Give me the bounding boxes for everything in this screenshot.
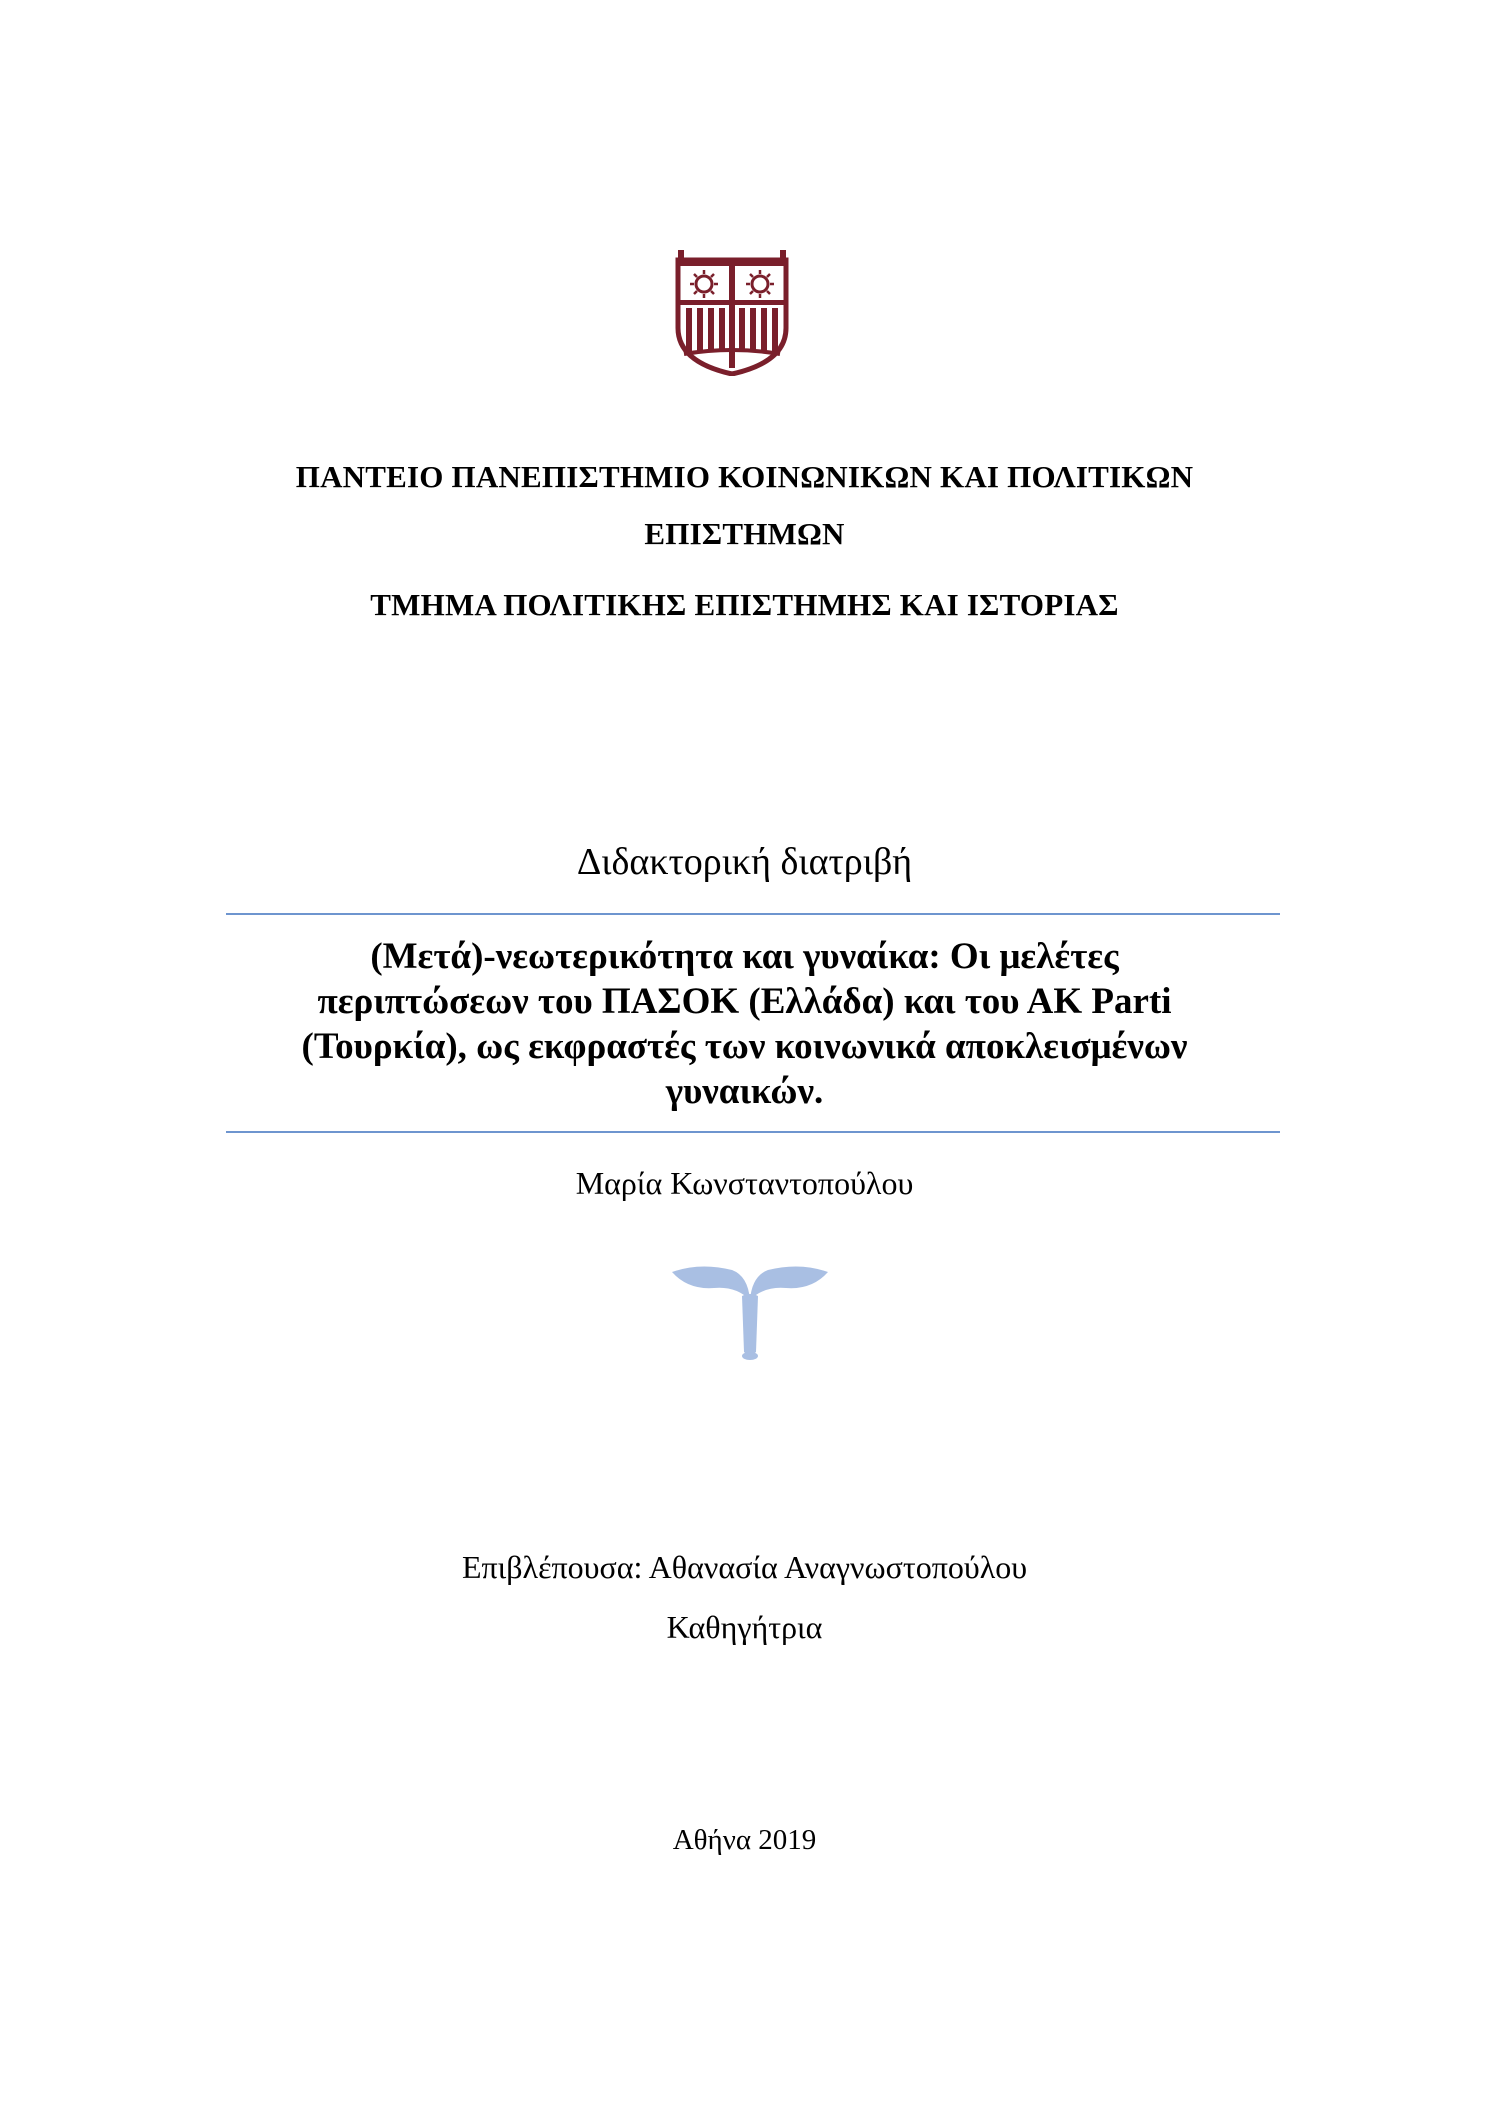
supervisor-role: Καθηγήτρια: [666, 1609, 823, 1645]
university-name-line-2: ΕΠΙΣΤΗΜΩΝ: [644, 516, 845, 551]
department-name: ΤΜΗΜΑ ΠΟΛΙΤΙΚΗΣ ΕΠΙΣΤΗΜΗΣ ΚΑΙ ΙΣΤΟΡΙΑΣ: [370, 587, 1119, 622]
document-type: Διδακτορική διατριβή: [576, 841, 913, 883]
thesis-title-line-1: (Μετά)-νεωτερικότητα και γυναίκα: Οι μελέτες: [370, 936, 1119, 977]
author-name: Μαρία Κωνσταντοπούλου: [575, 1165, 914, 1201]
thesis-title-line-3: (Τουρκία), ως εκφραστές των κοινωνικά αποκλεισμένων: [301, 1026, 1188, 1067]
place-and-year: Αθήνα 2019: [672, 1824, 817, 1856]
title-rule-bottom: [226, 1131, 1280, 1133]
university-name-line-1: ΠΑΝΤΕΙΟ ΠΑΝΕΠΙΣΤΗΜΙΟ ΚΟΙΝΩΝΙΚΩΝ ΚΑΙ ΠΟΛΙΤΙΚΩΝ: [295, 459, 1194, 494]
thesis-title-line-4: γυναικών.: [665, 1071, 824, 1112]
thesis-title-line-2: περιπτώσεων του ΠΑΣΟΚ (Ελλάδα) και του ΑΚ Parti: [317, 981, 1172, 1022]
university-crest-icon: [674, 250, 790, 376]
leaf-ornament-icon: [670, 1262, 830, 1362]
supervisor: Επιβλέπουσα: Αθανασία Αναγνωστοπούλου: [461, 1549, 1028, 1585]
title-rule-top: [226, 913, 1280, 915]
